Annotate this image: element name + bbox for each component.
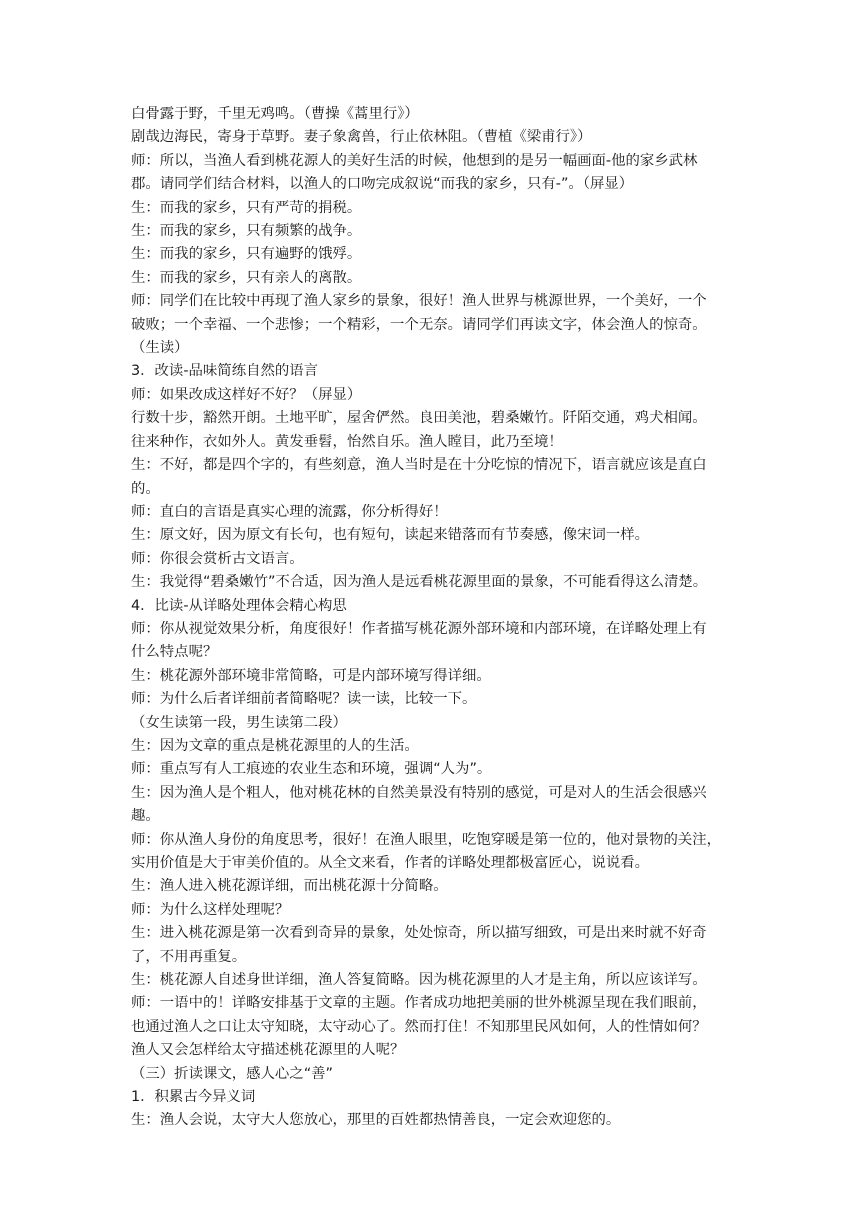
text-line: 师：如果改成这样好不好？（屏显） [131, 386, 362, 403]
text-line: 生：而我的家乡，只有频繁的战争。 [131, 223, 362, 240]
text-line: 趣。 [131, 808, 160, 825]
text-line: 生：而我的家乡，只有严苛的捐税。 [131, 199, 362, 216]
text-line: 生：渔人会说，太守大人您放心，那里的百姓都热情善良，一定会欢迎您的。 [131, 1112, 621, 1129]
text-line: 师：你很会赏析古文语言。 [131, 550, 304, 567]
text-line: 破败；一个幸福、一个悲惨；一个精彩，一个无奈。请同学们再读文字，体会渔人的惊奇。 [131, 316, 707, 333]
section-heading: 3．改读-品味简练自然的语言 [131, 363, 319, 380]
text-line: 师：你从视觉效果分析，角度很好！作者描写桃花源外部环境和内部环境，在详略处理上有 [131, 620, 707, 637]
text-line: 也通过渔人之口让太守知晓，太守动心了。然而打住！不知那里民风如何，人的性情如何？ [131, 1018, 707, 1035]
text-line: （生读） [131, 340, 189, 357]
section-heading: 4．比读-从详略处理体会精心构思 [131, 597, 347, 614]
text-line: 生：而我的家乡，只有遍野的饿殍。 [131, 246, 362, 263]
text-line: 生：我觉得“碧桑嫩竹”不合适，因为渔人是远看桃花源里面的景象，不可能看得这么清楚。 [131, 574, 708, 591]
text-line: 的。 [131, 480, 160, 497]
text-line: 生：桃花源外部环境非常简略，可是内部环境写得详细。 [131, 667, 491, 684]
text-line: 师：一语中的！详略安排基于文章的主题。作者成功地把美丽的世外桃源呈现在我们眼前， [131, 995, 707, 1012]
text-line: 往来种作，衣如外人。黄发垂髫，怡然自乐。渔人瞠目，此乃至境！ [131, 433, 563, 450]
text-line: 师：为什么后者详细前者简略呢？读一读，比较一下。 [131, 691, 477, 708]
text-line: 生：不好，都是四个字的，有些刻意，渔人当时是在十分吃惊的情况下，语言就应该是直白 [131, 457, 707, 474]
text-line: 渔人又会怎样给太守描述桃花源里的人呢？ [131, 1042, 405, 1059]
text-line: （女生读第一段，男生读第二段） [131, 714, 347, 731]
text-line: 什么特点呢？ [131, 644, 218, 661]
text-line: 生：原文好，因为原文有长句，也有短句，读起来错落而有节奏感，像宋词一样。 [131, 527, 650, 544]
text-line: 剧哉边海民，寄身于草野。妻子象禽兽，行止依林阻。（曹植《梁甫行》） [131, 129, 592, 146]
text-line: 了，不用再重复。 [131, 948, 247, 965]
text-line: 生：因为渔人是个粗人，他对桃花林的自然美景没有特别的感觉，可是对人的生活会很感兴 [131, 784, 707, 801]
document-body [131, 103, 731, 1133]
text-line: 生：进入桃花源是第一次看到奇异的景象，处处惊奇，所以描写细致，可是出来时就不好奇 [131, 925, 707, 942]
text-line: 师：为什么这样处理呢？ [131, 901, 290, 918]
text-line: 师：直白的言语是真实心理的流露，你分析得好！ [131, 503, 448, 520]
text-line: 行数十步，豁然开朗。土地平旷，屋舍俨然。良田美池，碧桑嫩竹。阡陌交通，鸡犬相闻。 [131, 410, 707, 427]
text-line: 实用价值是大于审美价值的。从全文来看，作者的详略处理都极富匠心，说说看。 [131, 855, 650, 871]
text-line: 生：桃花源人自述身世详细，渔人答复简略。因为桃花源里的人才是主角，所以应该详写。 [131, 972, 707, 989]
text-line: 生：渔人进入桃花源详细，而出桃花源十分简略。 [131, 878, 448, 895]
text-line: 生：而我的家乡，只有亲人的离散。 [131, 269, 362, 286]
text-line: 白骨露于野，千里无鸡鸣。（曹操《蒿里行》） [131, 106, 419, 122]
section-heading: 1．积累古今异义词 [131, 1089, 256, 1106]
section-heading: （三）折读课文，感人心之“善” [131, 1065, 333, 1082]
text-line: 郡。请同学们结合材料，以渔人的口吻完成叙说“而我的家乡，只有-”。（屏显） [131, 176, 634, 193]
text-line: 师：同学们在比较中再现了渔人家乡的景象，很好！渔人世界与桃源世界，一个美好，一个 [131, 293, 707, 310]
text-line: 师：你从渔人身份的角度思考，很好！在渔人眼里，吃饱穿暖是第一位的，他对景物的关注， [131, 831, 722, 848]
text-line: 师：重点写有人工痕迹的农业生态和环境，强调“人为”。 [131, 761, 492, 778]
text-line: 生：因为文章的重点是桃花源里的人的生活。 [131, 737, 419, 754]
text-line: 师：所以，当渔人看到桃花源人的美好生活的时候，他想到的是另一幅画面-他的家乡武林 [131, 152, 698, 169]
